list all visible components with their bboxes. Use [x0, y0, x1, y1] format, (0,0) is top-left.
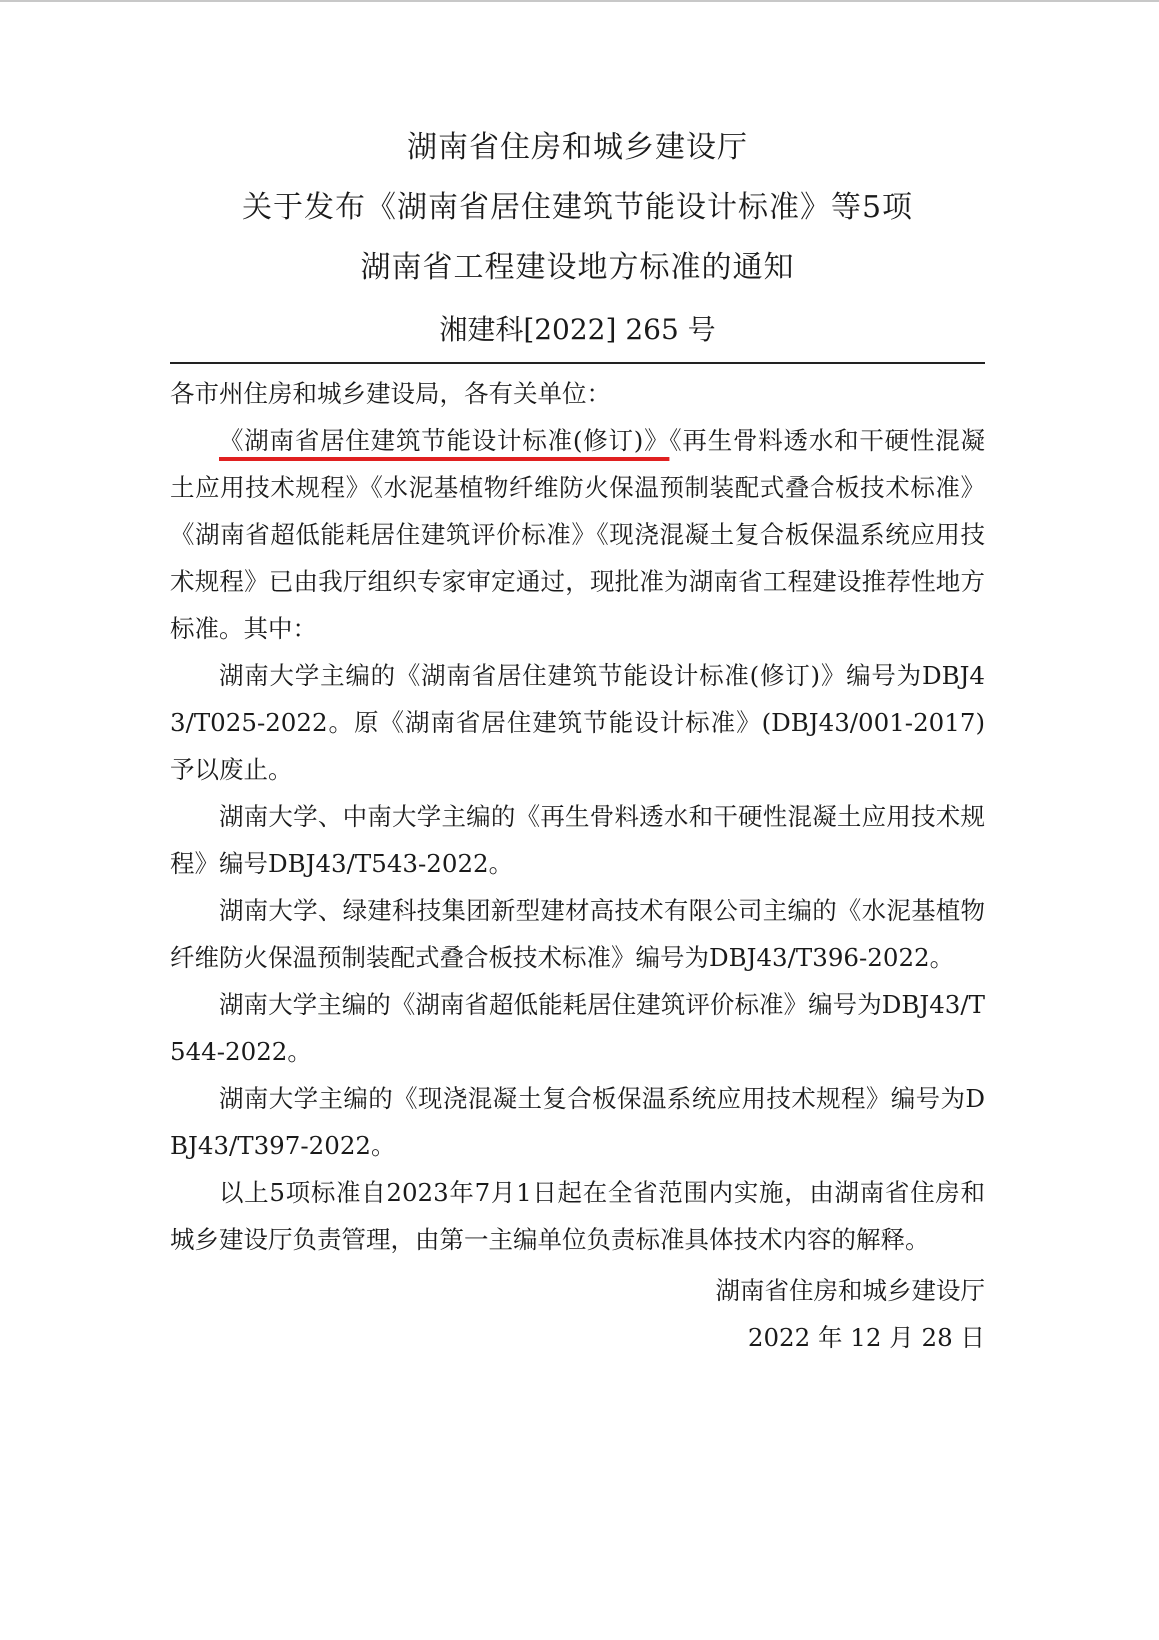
item-paragraph-2: 湖南大学、中南大学主编的《再生骨料透水和干硬性混凝土应用技术规程》编号DBJ43/T543-2022。 [170, 802, 985, 878]
salutation: 各市州住房和城乡建设局，各有关单位： [170, 379, 611, 408]
document-content [170, 118, 985, 1361]
header-divider [170, 362, 985, 364]
title-line-2: 关于发布《湖南省居住建筑节能设计标准》等5项 [241, 190, 914, 225]
intro-paragraph [170, 417, 985, 652]
page-top-edge [0, 0, 1159, 2]
item-paragraph-1: 湖南大学主编的《湖南省居住建筑节能设计标准(修订)》编号为DBJ43/T025-2022。原《湖南省居住建筑节能设计标准》(DBJ43/001-2017)予以废止。 [170, 661, 985, 784]
intro-paragraph-text: 《再生骨料透水和干硬性混凝土应用技术规程》《水泥基植物纤维防火保温预制装配式叠合板技术标准》《湖南省超低能耗居住建筑评价标准》《现浇混凝土复合板保温系统应用技术规程》已由我厅组织专家审定通过，现批准为湖南省工程建设推荐性地方标准。其中： [170, 426, 985, 643]
title-line-3: 湖南省工程建设地方标准的通知 [360, 250, 795, 285]
title-line-1: 湖南省住房和城乡建设厅 [407, 130, 748, 165]
highlighted-standard-title: 《湖南省居住建筑节能设计标准(修订)》 [219, 426, 670, 455]
item-paragraph-4: 湖南大学主编的《湖南省超低能耗居住建筑评价标准》编号为DBJ43/T544-2022。 [170, 990, 985, 1066]
item-paragraph-3: 湖南大学、绿建科技集团新型建材高技术有限公司主编的《水泥基植物纤维防火保温预制装配式叠合板技术标准》编号为DBJ43/T396-2022。 [170, 896, 985, 972]
closing-paragraph: 以上5项标准自2023年7月1日起在全省范围内实施，由湖南省住房和城乡建设厅负责管理，由第一主编单位负责标准具体技术内容的解释。 [170, 1178, 985, 1254]
document-number: 湘建科[2022] 265 号 [439, 313, 716, 346]
signature-date: 2022 年 12 月 28 日 [747, 1323, 985, 1352]
signature-organization: 湖南省住房和城乡建设厅 [715, 1276, 985, 1305]
item-paragraph-5: 湖南大学主编的《现浇混凝土复合板保温系统应用技术规程》编号为DBJ43/T397-2022。 [170, 1084, 985, 1160]
